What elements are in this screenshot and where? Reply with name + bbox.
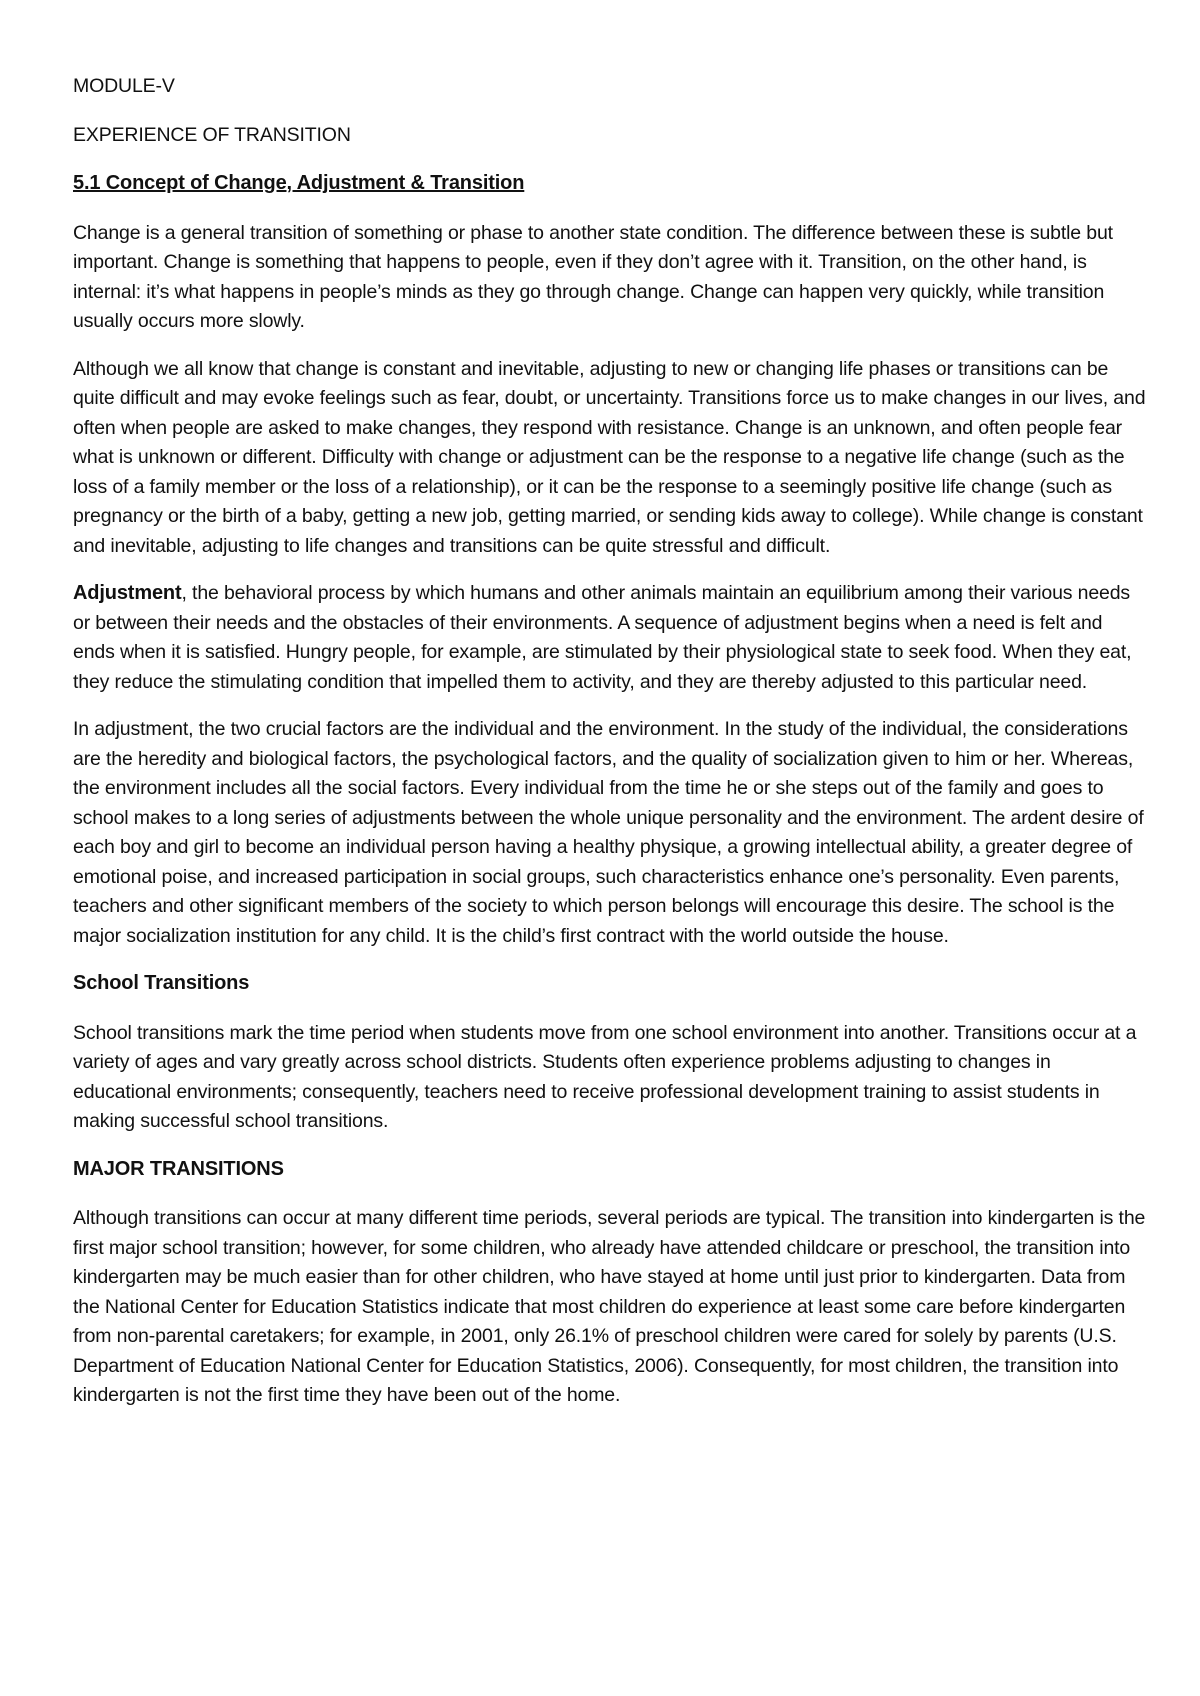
paragraph-transitions: Although we all know that change is constant and inevitable, adjusting to new or changing life phases or transitions can be quite difficult and may evoke feelings such as fear, doubt, or uncertainty. Transitions force us to make changes in our lives, and often when people are asked to make changes, they respond with resistance. Change is an unknown, and often people fear what is unknown or different. Difficulty with change or adjustment can be the response to a negative life change (such as the loss of a family member or the loss of a relationship), or it can be the response to a seemingly positive life change (such as pregnancy or the birth of a baby, getting a new job, getting married, or sending kids away to college). While change is constant and inevitable, adjusting to life changes and transitions can be quite stressful and difficult. <box>73 357 1146 557</box>
adjustment-definition: , the behavioral process by which humans and other animals maintain an equilibrium among their various needs or between their needs and the obstacles of their environments. A sequence of adjustment begins when a need is felt and ends when it is satisfied. Hungry people, for example, are stimulated by their physiological state to seek food. When they eat, they reduce the stimulating condition that impelled them to activity, and they are thereby adjusted to this particular need. <box>73 582 1132 693</box>
module-label: MODULE-V <box>73 75 175 97</box>
paragraph-school-transitions: School transitions mark the time period when students move from one school environment into another. Transitions occur at a variety of ages and vary greatly across school districts. Students often experience problems adjusting to changes in educational environments; consequently, teachers need to receive professional development training to assist students in making successful school transitions. <box>73 1021 1137 1132</box>
module-title: EXPERIENCE OF TRANSITION <box>73 123 351 146</box>
paragraph-major-transitions: Although transitions can occur at many different time periods, several periods are typical. The transition into kindergarten is the first major school transition; however, for some children, who already have attended childcare or preschool, the transition into kindergarten may be much easier than for other children, who have stayed at home until just prior to kindergarten. Data from the National Center for Education Statistics indicate that most children do experience at least some care before kindergarten from non-parental caretakers; for example, in 2001, only 26.1% of preschool children were cared for solely by parents (U.S. Department of Education National Center for Education Statistics, 2006). Consequently, for most children, the transition into kindergarten is not the first time they have been out of the home. <box>73 1207 1146 1406</box>
section-title: 5.1 Concept of Change, Adjustment & Transition <box>73 172 525 194</box>
heading-school-transitions: School Transitions <box>73 972 250 994</box>
adjustment-term: Adjustment <box>73 582 182 604</box>
paragraph-adjustment-factors: In adjustment, the two crucial factors are the individual and the environment. In the study of the individual, the considerations are the heredity and biological factors, the psychological factors, and the quality of socialization given to him or her. Whereas, the environment includes all the social factors. Every individual from the time he or she steps out of the family and goes to school makes to a long series of adjustments between the whole unique personality and the environment. The ardent desire of each boy and girl to become an individual person having a healthy physique, a growing intellectual ability, a greater degree of emotional poise, and increased participation in social groups, such characteristics enhance one’s personality. Even parents, teachers and other significant members of the society to which person belongs will encourage this desire. The school is the major socialization institution for any child. It is the child’s first contract with the world outside the house. <box>73 718 1144 947</box>
paragraph-change: Change is a general transition of something or phase to another state condition. The difference between these is subtle but important. Change is something that happens to people, even if they don’t agree with it. Transition, on the other hand, is internal: it’s what happens in people’s minds as they go through change. Change can happen very quickly, while transition usually occurs more slowly. <box>73 221 1113 332</box>
paragraph-adjustment <box>73 579 1148 697</box>
document-page <box>73 72 1148 1429</box>
heading-major-transitions: MAJOR TRANSITIONS <box>73 1157 284 1180</box>
